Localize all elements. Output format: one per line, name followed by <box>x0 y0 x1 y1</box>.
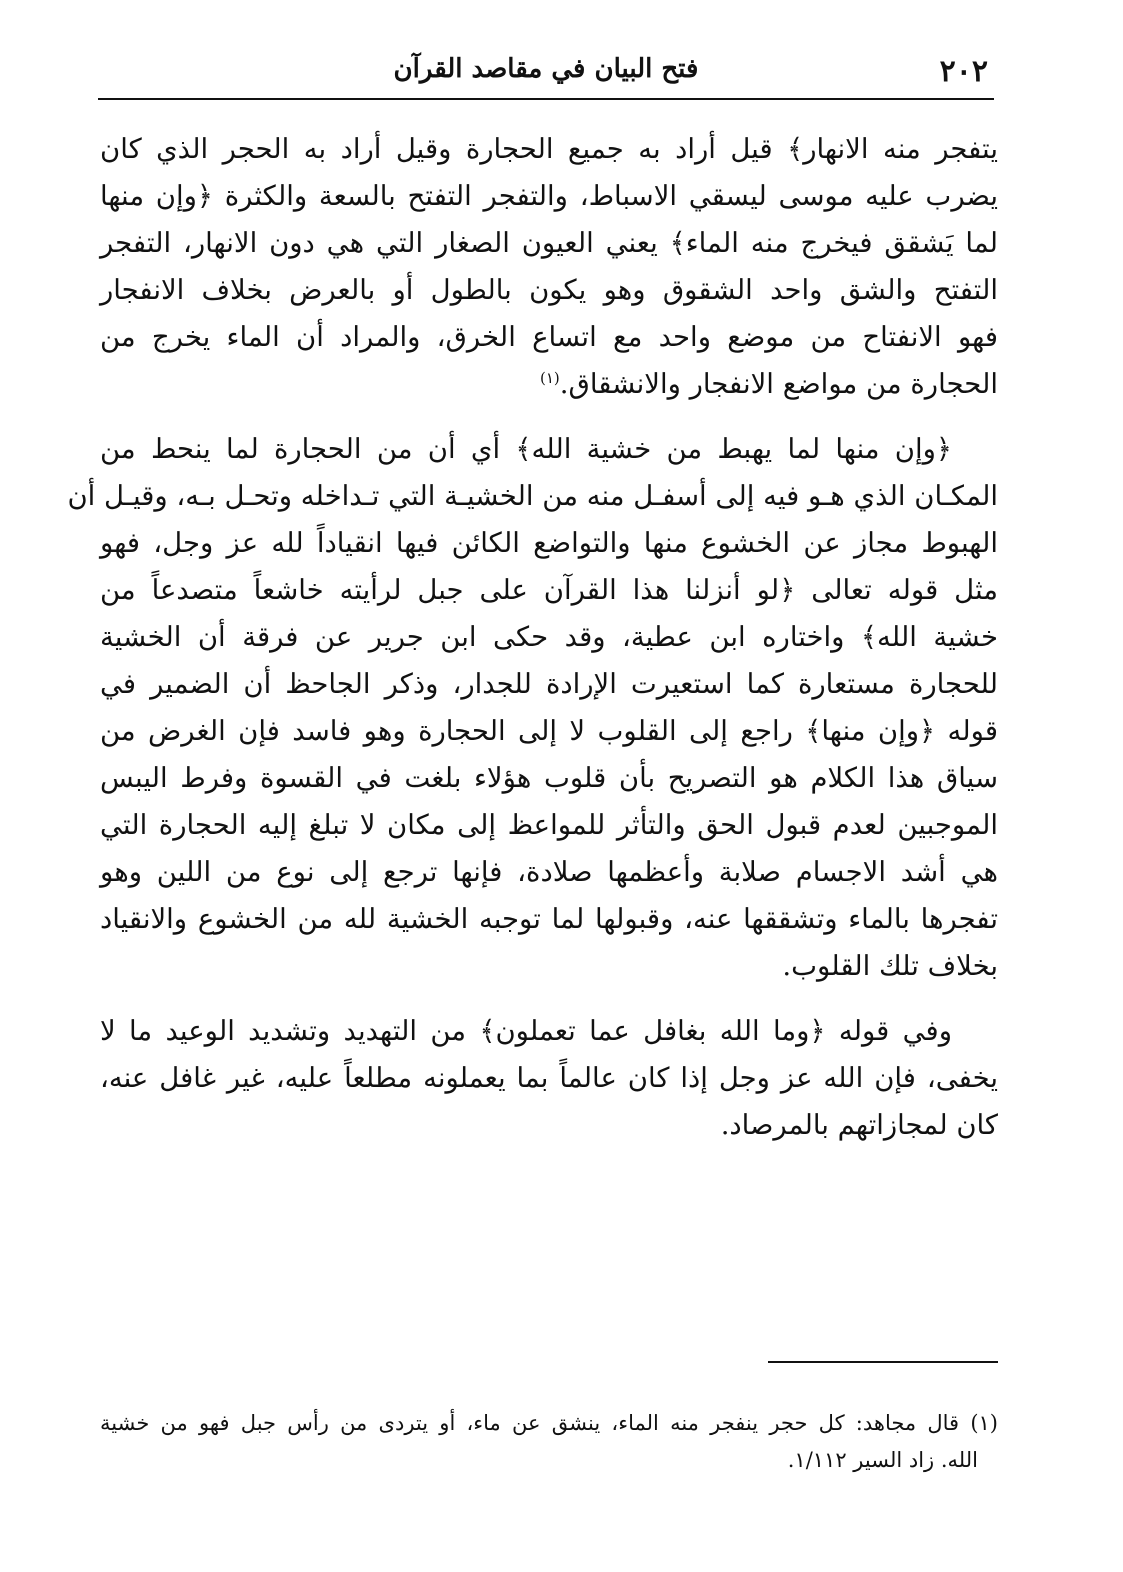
text-line: فهو الانفتاح من موضع واحد مع اتساع الخرق، والمراد أن الماء يخرج من <box>100 321 998 353</box>
text-line: خشية الله﴾ واختاره ابن عطية، وقد حكى ابن جرير عن فرقة أن الخشية <box>100 621 998 653</box>
text-line-content: الحجارة من مواضع الانفجار والانشقاق. <box>559 368 998 400</box>
text-line: الهبوط مجاز عن الخشوع منها والتواضع الكائن فيها انقياداً لله عز وجل، فهو <box>100 527 998 559</box>
text-line-indented: وفي قوله ﴿وما الله بغافل عما تعملون﴾ من التهديد وتشديد الوعيد ما لا <box>100 1015 952 1047</box>
text-line: هي أشد الاجسام صلابة وأعظمها صلادة، فإنها ترجع إلى نوع من اللين وهو <box>100 856 998 888</box>
text-line: يخفى، فإن الله عز وجل إذا كان عالماً بما يعملونه مطلعاً عليه، غير غافل عنه، <box>100 1062 998 1094</box>
footnote <box>100 1405 998 1479</box>
text-line-last: كان لمجازاتهم بالمرصاد. <box>720 1109 998 1141</box>
running-title: فتح البيان في مقاصد القرآن <box>393 54 699 84</box>
footnote-separator <box>768 1361 998 1363</box>
text-line-last <box>100 361 998 408</box>
text-line: لما يَشقق فيخرج منه الماء﴾ يعني العيون الصغار التي هي دون الانهار، التفجر <box>100 227 998 259</box>
text-line: للحجارة مستعارة كما استعيرت الإرادة للجدار، وذكر الجاحظ أن الضمير في <box>100 668 998 700</box>
text-line: الموجبين لعدم قبول الحق والتأثر للمواعظ إلى مكان لا تبلغ إليه الحجارة التي <box>100 809 998 841</box>
footnote-reference: (١) <box>539 368 560 387</box>
text-line: يضرب عليه موسى ليسقي الاسباط، والتفجر التفتح بالسعة والكثرة ﴿وإن منها <box>100 180 998 212</box>
main-text <box>67 126 998 1149</box>
text-line: يتفجر منه الانهار﴾ قيل أراد به جميع الحجارة وقيل أراد به الحجر الذي كان <box>100 133 998 165</box>
page-number: ٢٠٢ <box>939 54 988 89</box>
text-line: المكـان الذي هـو فيه إلى أسفـل منه من الخشيـة التي تـداخله وتحـل بـه، وقيـل أن <box>67 480 998 512</box>
text-line: سياق هذا الكلام هو التصريح بأن قلوب هؤلاء بلغت في القسوة وفرط اليبس <box>100 762 998 794</box>
footnote-line: الله. زاد السير ١/١١٢. <box>787 1448 978 1472</box>
text-line-last: بخلاف تلك القلوب. <box>782 950 998 982</box>
text-line: مثل قوله تعالى ﴿لو أنزلنا هذا القرآن على جبل لرأيته خاشعاً متصدعاً من <box>100 574 998 606</box>
text-line: قوله ﴿وإن منها﴾ راجع إلى القلوب لا إلى الحجارة وهو فاسد فإن الغرض من <box>100 715 998 747</box>
text-line-indented: ﴿وإن منها لما يهبط من خشية الله﴾ أي أن من الحجارة لما ينحط من <box>100 433 952 465</box>
footnote-line: (١) قال مجاهد: كل حجر ينفجر منه الماء، ينشق عن ماء، أو يتردى من رأس جبل فهو من خشية <box>100 1411 998 1435</box>
paragraph-2 <box>67 426 998 990</box>
paragraph-3 <box>100 1008 998 1149</box>
text-line: التفتح والشق واحد الشقوق وهو يكون بالطول أو بالعرض بخلاف الانفجار <box>100 274 998 306</box>
paragraph-1 <box>100 126 998 408</box>
text-line: تفجرها بالماء وتشققها عنه، وقبولها لما توجبه الخشية لله من الخشوع والانقياد <box>100 903 998 935</box>
page-header <box>98 52 994 100</box>
